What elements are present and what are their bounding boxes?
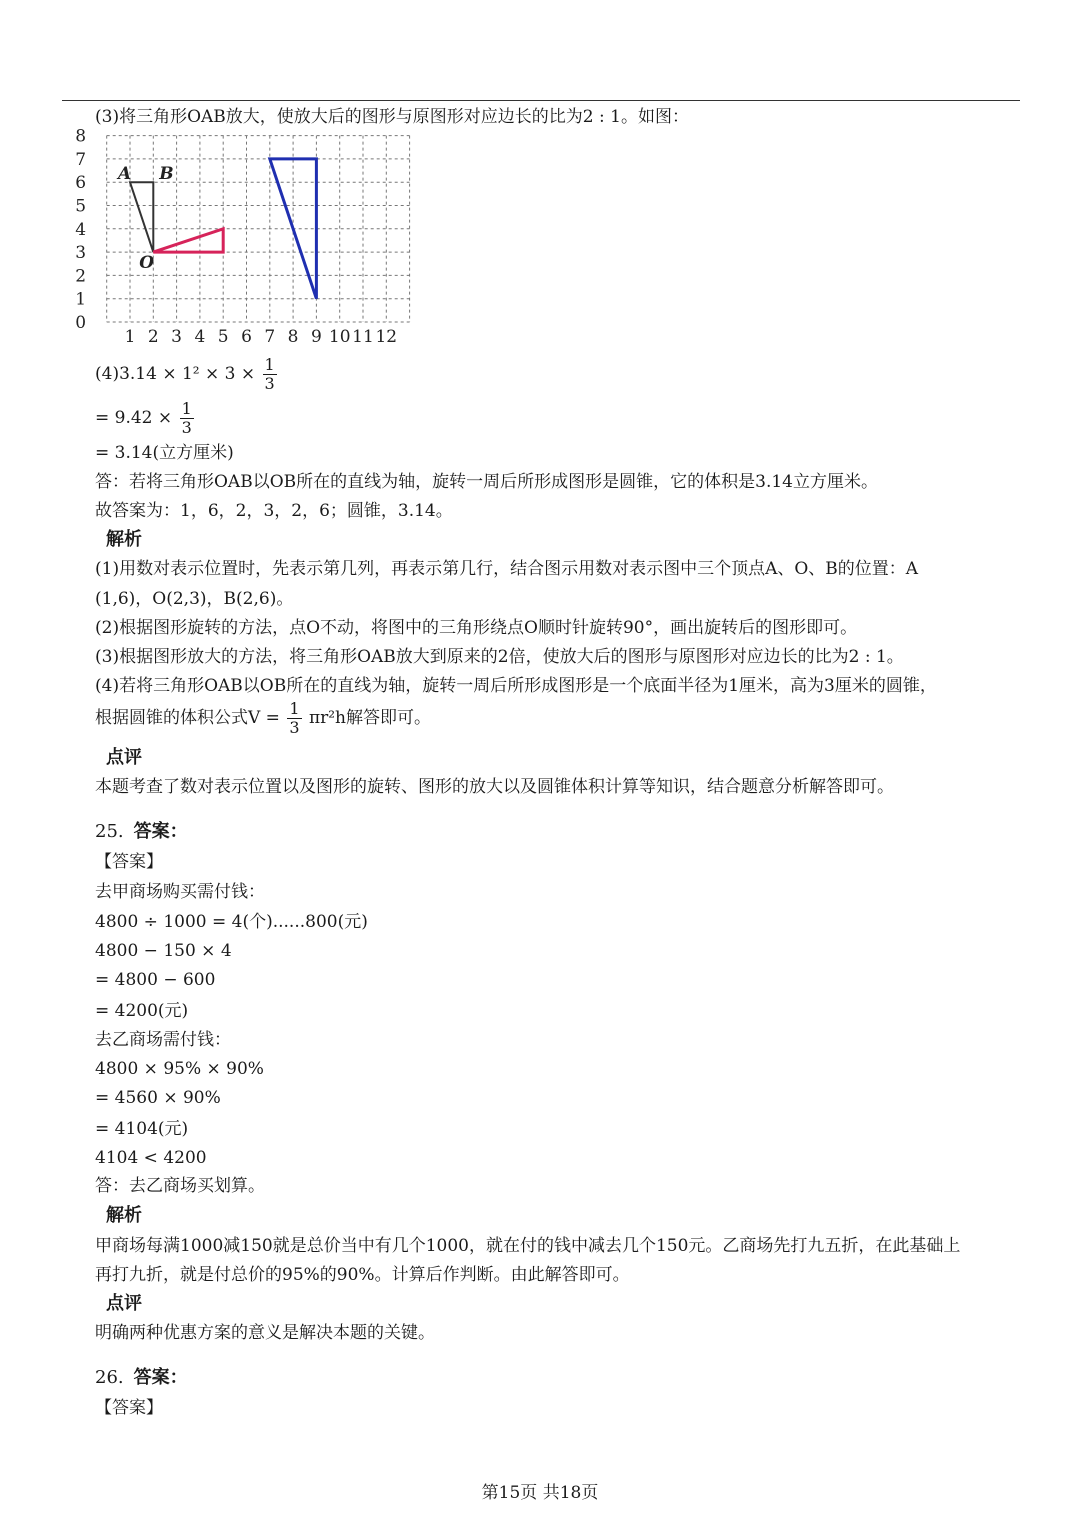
analysis-formula-line: [95, 700, 431, 737]
part3-text: (3)将三角形OAB放大，使放大后的图形与原图形对应边长的比为2 : 1。如图：: [95, 107, 689, 127]
q25-analysis-line: 甲商场每满1000减150就是总价当中有几个1000，就在付的钱中减去几个150元。乙商场先打九五折，在此基础上: [95, 1236, 961, 1256]
y-tick-label: 2: [75, 266, 87, 287]
x-tick-label: 7: [264, 327, 276, 347]
triangle-oab: [130, 182, 153, 252]
x-tick-label: 2: [147, 327, 159, 347]
q25-line: = 4560 × 90%: [95, 1088, 221, 1108]
page-footer: 第15页 共18页: [481, 1483, 599, 1503]
p4-line3: = 3.14(立方厘米): [95, 443, 234, 463]
formula-text-a: 根据圆锥的体积公式V =: [95, 708, 280, 728]
q25-number: 25.: [95, 821, 124, 842]
q25-line: 4800 × 95% × 90%: [95, 1059, 264, 1079]
coordinate-grid: [75, 126, 410, 350]
analysis-line: (4)若将三角形OAB以OB所在的直线为轴，旋转一周后所形成图形是一个底面半径为1厘米，高为3厘米的圆锥，: [95, 676, 937, 696]
y-tick-label: 0: [75, 313, 87, 333]
formula-text-b: πr²h解答即可。: [308, 708, 432, 728]
analysis-line: (2)根据图形旋转的方法，点O不动，将图中的三角形绕点O顺时针旋转90°，画出旋转后的图形即可。: [95, 618, 858, 638]
fraction-one-third-2: [180, 400, 194, 437]
q25-line: 4104 < 4200: [95, 1148, 207, 1168]
x-tick-label: 4: [194, 327, 206, 347]
q25-comment-heading: 点评: [106, 1293, 142, 1314]
x-tick-label: 6: [241, 327, 252, 347]
q25-line: 去甲商场购买需付钱：: [95, 882, 265, 902]
y-tick-label: 6: [75, 173, 87, 194]
header-rule: [62, 100, 1020, 101]
q25-line: = 4104(元): [95, 1119, 189, 1139]
frac-num: 1: [264, 355, 275, 374]
frac-den: 3: [264, 374, 275, 393]
q26-bracket: 【答案】: [95, 1398, 163, 1418]
q25-line: 4800 − 150 × 4: [95, 941, 232, 961]
point-label-a: A: [118, 164, 132, 185]
frac-den: 3: [289, 718, 300, 737]
point-label-b: B: [159, 164, 174, 185]
final-answer: 故答案为：1，6，2，3，2，6；圆锥，3.14。: [95, 501, 453, 521]
p4-line1: [95, 356, 279, 393]
q25-line: 4800 ÷ 1000 = 4(个)......800(元): [95, 912, 368, 932]
q25-analysis-heading: 解析: [106, 1205, 142, 1226]
analysis-heading: 解析: [106, 529, 142, 550]
q25-line: = 4200(元): [95, 1001, 189, 1021]
q25-line: 答：去乙商场买划算。: [95, 1176, 265, 1196]
x-tick-label: 5: [217, 327, 229, 347]
x-tick-label: 3: [171, 327, 183, 347]
y-tick-label: 5: [75, 196, 87, 217]
q25-label: 答案：: [133, 821, 188, 842]
p4-answer: 答：若将三角形OAB以OB所在的直线为轴，旋转一周后所形成图形是圆锥，它的体积是3.14立方厘米。: [95, 472, 878, 492]
x-tick-label: 1: [124, 327, 136, 347]
q25-heading: [95, 821, 188, 843]
p4-line2: [95, 400, 196, 437]
q25-analysis-line: 再打九折，就是付总价的95%的90%。计算后作判断。由此解答即可。: [95, 1265, 630, 1285]
x-tick-label: 9: [310, 327, 322, 347]
q25-line: = 4800 − 600: [95, 970, 216, 990]
q26-number: 26.: [95, 1367, 124, 1388]
p4-line1-text: (4)3.14 × 1² × 3 ×: [95, 364, 256, 384]
q25-comment-text: 明确两种优惠方案的意义是解决本题的关键。: [95, 1323, 435, 1343]
analysis-line: (1,6)，O(2,3)，B(2,6)。: [95, 589, 294, 609]
frac-den: 3: [181, 418, 192, 437]
x-tick-label: 8: [287, 327, 299, 347]
point-label-o: O: [139, 253, 155, 274]
y-tick-label: 3: [75, 243, 87, 264]
q26-label: 答案：: [133, 1367, 188, 1388]
analysis-line: (1)用数对表示位置时，先表示第几列，再表示第几行，结合图示用数对表示图中三个顶点A、O、B的位置：A: [95, 559, 919, 579]
q25-bracket: 【答案】: [95, 852, 163, 872]
analysis-line: (3)根据图形放大的方法，将三角形OAB放大到原来的2倍，使放大后的图形与原图形对应边长的比为2 : 1。: [95, 647, 904, 667]
triangle-rotated: [153, 229, 223, 252]
y-tick-label: 7: [75, 149, 87, 170]
x-tick-label: 11: [352, 327, 374, 347]
fraction-formula: [287, 700, 301, 737]
comment-heading: 点评: [106, 747, 142, 768]
p4-line2-text: = 9.42 ×: [95, 408, 173, 428]
y-tick-label: 4: [75, 219, 87, 240]
frac-num: 1: [289, 699, 300, 718]
comment-text: 本题考查了数对表示位置以及图形的旋转、图形的放大以及圆锥体积计算等知识，结合题意分析解答即可。: [95, 777, 894, 797]
x-tick-label: 12: [375, 327, 398, 347]
q25-line: 去乙商场需付钱：: [95, 1030, 231, 1050]
x-tick-label: 10: [328, 327, 351, 347]
fraction-one-third: [263, 356, 277, 393]
q26-heading: [95, 1367, 188, 1389]
y-tick-label: 1: [75, 289, 87, 310]
y-tick-label: 8: [75, 126, 87, 147]
frac-num: 1: [181, 399, 192, 418]
